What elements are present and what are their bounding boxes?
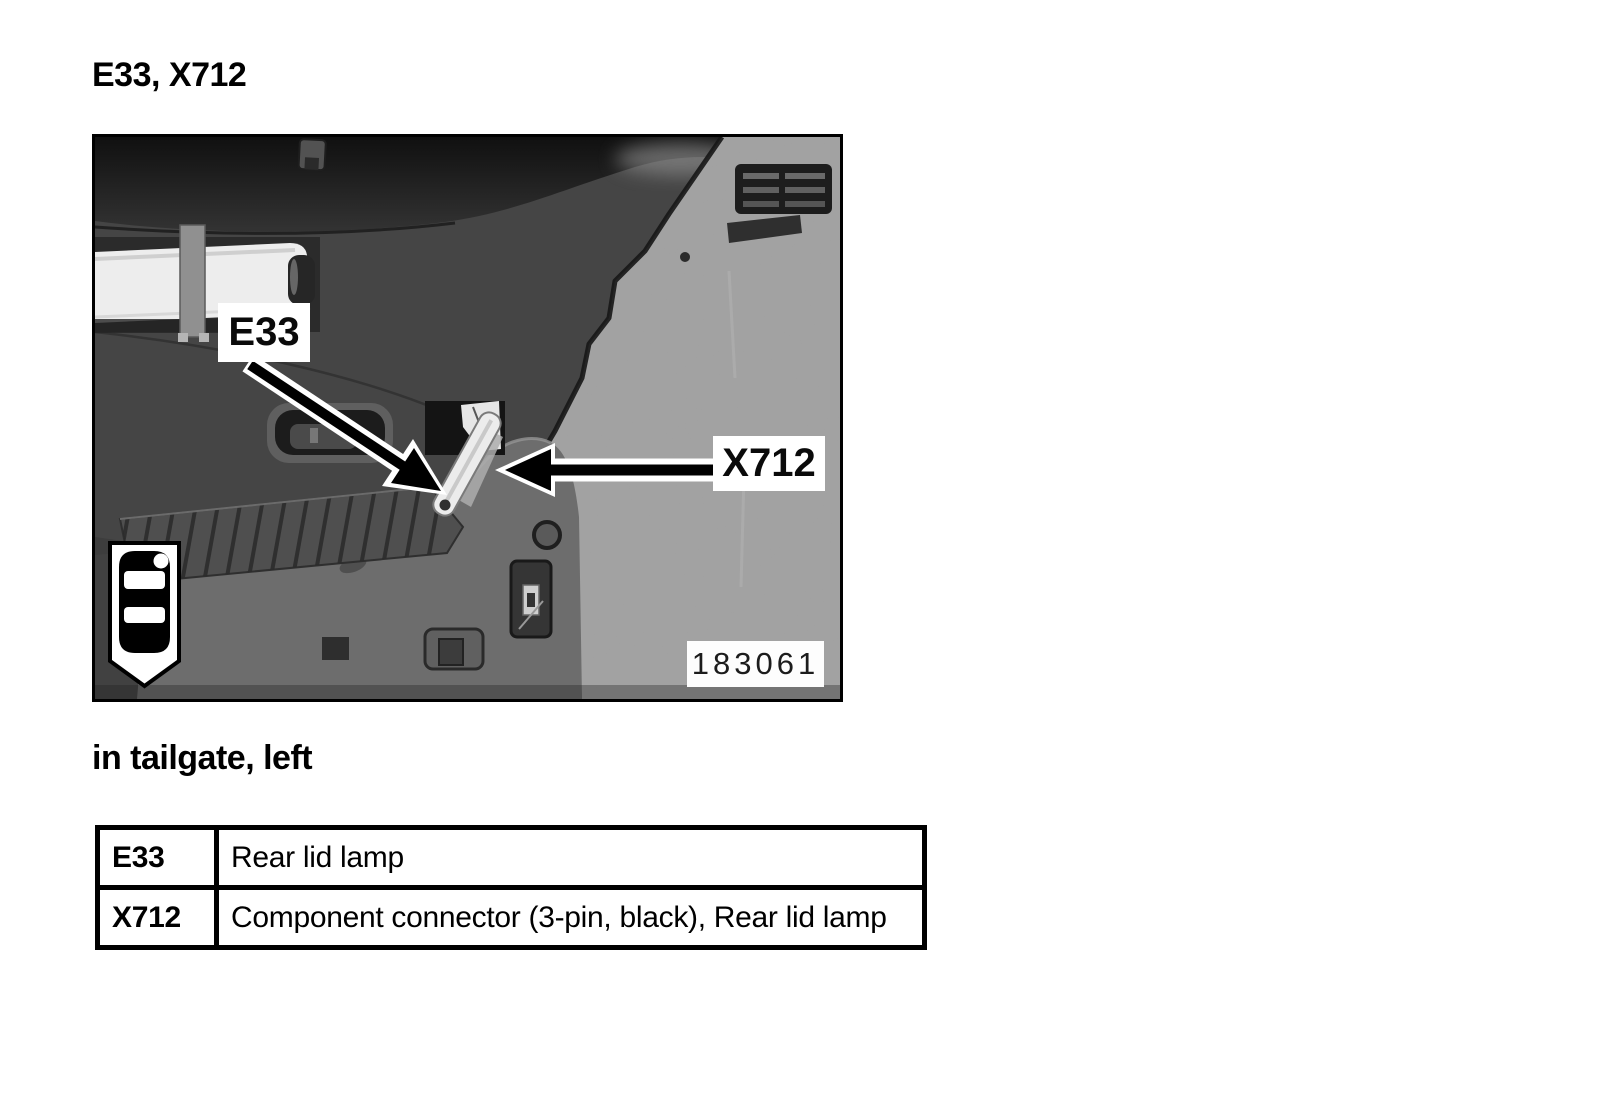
photo-illustration: [95, 137, 840, 699]
callout-x712: X712: [713, 436, 825, 491]
panel-cutout: [322, 637, 349, 660]
callout-e33: E33: [218, 303, 310, 362]
carpet-dark-spot: [680, 252, 690, 262]
component-description-cell: Rear lid lamp: [217, 828, 925, 888]
location-marker-dot: [154, 554, 169, 569]
page-title: E33, X712: [92, 56, 247, 94]
lamp-bracket: [180, 225, 205, 337]
figure-caption: in tailgate, left: [92, 739, 313, 777]
table-row: [98, 828, 925, 888]
car-top-view-location-icon: [110, 543, 179, 686]
screw-hole: [534, 522, 560, 548]
component-description-cell: Component connector (3-pin, black), Rear lid lamp: [217, 888, 925, 948]
table-row: [98, 888, 925, 948]
mounting-clip: [425, 629, 483, 669]
component-code-cell: E33: [98, 828, 217, 888]
panel-clip-tab: [298, 139, 326, 170]
component-code-cell: X712: [98, 888, 217, 948]
latch-recess: [511, 561, 551, 637]
component-location-photo: [92, 134, 843, 702]
component-table: [95, 825, 927, 950]
image-number-badge: 183061: [687, 641, 824, 687]
